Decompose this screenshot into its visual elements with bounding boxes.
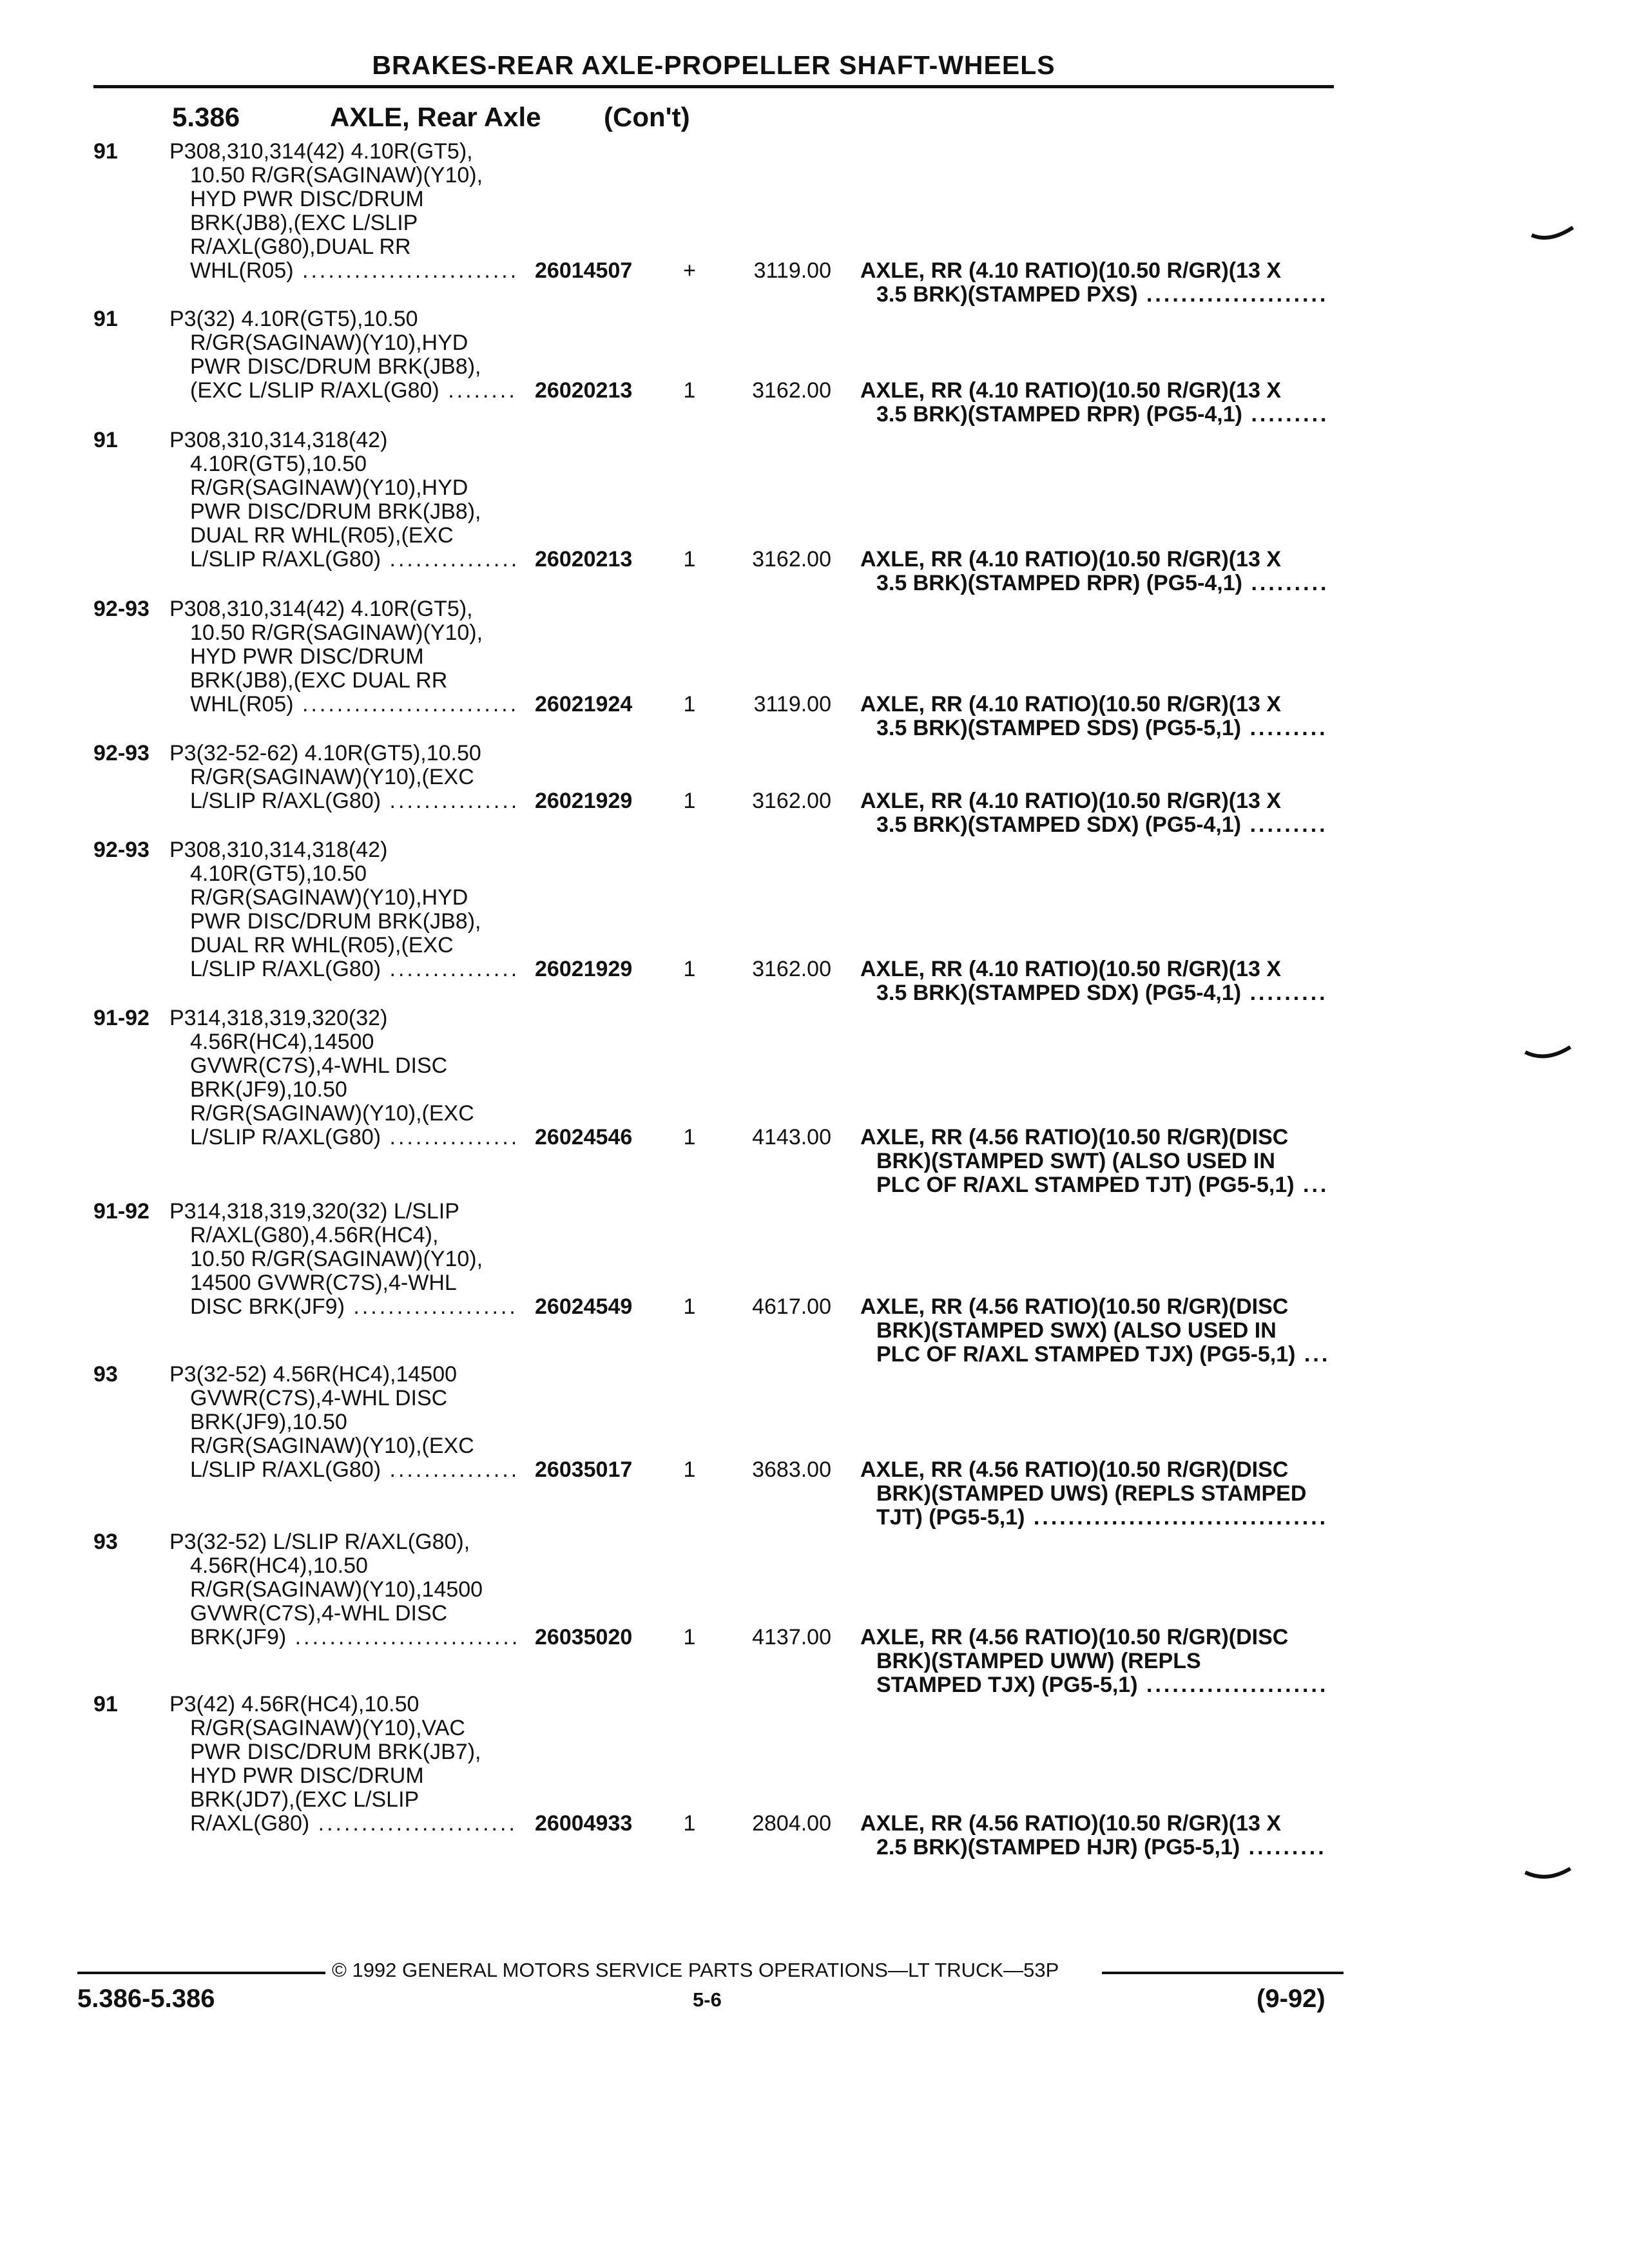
- usage-description-line: [190, 1030, 374, 1054]
- quantity: 1: [683, 957, 696, 981]
- usage-text: GVWR(C7S),4-WHL DISC: [190, 1053, 448, 1078]
- part-description-text: 2.5 BRK)(STAMPED HJR) (PG5-5,1): [876, 1835, 1240, 1860]
- usage-text: PWR DISC/DRUM BRK(JB8),: [190, 499, 481, 524]
- leader-dots: ...............: [381, 957, 520, 981]
- usage-description-line: [190, 164, 483, 187]
- usage-text: (EXC L/SLIP R/AXL(G80): [190, 378, 439, 403]
- leader-dots: .........: [1241, 716, 1328, 740]
- leader-dots: .......................: [309, 1811, 517, 1836]
- usage-description-line: [190, 235, 411, 259]
- usage-text: WHL(R05): [190, 258, 294, 283]
- usage-description-line: [190, 1578, 483, 1602]
- usage-text: P308,310,314,318(42): [169, 838, 388, 862]
- price: 4137.00: [752, 1625, 831, 1649]
- leader-dots: .........: [1240, 1835, 1327, 1860]
- part-description-line: [860, 1812, 1281, 1836]
- usage-description-line: [190, 669, 447, 693]
- part-description-line: [876, 1149, 1275, 1173]
- usage-description-line: [190, 789, 519, 813]
- part-description-text: 3.5 BRK)(STAMPED RPR) (PG5-4,1): [876, 402, 1242, 427]
- usage-description-line: [190, 1434, 474, 1458]
- part-description-text: 3.5 BRK)(STAMPED SDS) (PG5-5,1): [876, 716, 1242, 740]
- quantity: 1: [683, 1294, 696, 1319]
- part-description-text: PLC OF R/AXL STAMPED TJX) (PG5-5,1): [876, 1342, 1296, 1367]
- usage-description-line: [190, 1626, 520, 1649]
- leader-dots: ...............: [381, 1457, 520, 1482]
- usage-description-line: [190, 1788, 419, 1812]
- usage-description-line: [190, 862, 367, 886]
- part-description-line: [876, 716, 1328, 740]
- usage-description-line: [190, 1812, 517, 1836]
- parts-entry: [0, 428, 1629, 595]
- part-description-text: BRK)(STAMPED SWT) (ALSO USED IN: [876, 1149, 1275, 1173]
- usage-text: R/GR(SAGINAW)(Y10),(EXC: [190, 1434, 474, 1458]
- price: 3119.00: [753, 258, 831, 283]
- price: 3162.00: [752, 789, 831, 813]
- usage-text: R/AXL(G80),DUAL RR: [190, 235, 411, 259]
- part-description-line: [860, 379, 1281, 403]
- footer-rule-right: [1102, 1972, 1344, 1974]
- part-description-text: AXLE, RR (4.56 RATIO)(10.50 R/GR)(DISC: [860, 1125, 1289, 1149]
- leader-dots: .........: [1242, 571, 1329, 595]
- usage-text: L/SLIP R/AXL(G80): [190, 1125, 381, 1149]
- usage-text: BRK(JB8),(EXC L/SLIP: [190, 211, 418, 235]
- leader-dots: ...: [1294, 1173, 1329, 1197]
- part-description-text: AXLE, RR (4.10 RATIO)(10.50 R/GR)(13 X: [860, 547, 1282, 572]
- usage-description-line: [169, 1530, 470, 1554]
- usage-description-line: [190, 476, 468, 500]
- part-description-line: [876, 1319, 1277, 1343]
- leader-dots: ..........................: [286, 1625, 521, 1649]
- usage-text: P314,318,319,320(32): [169, 1006, 388, 1030]
- usage-description-line: [190, 1102, 474, 1126]
- usage-text: P3(42) 4.56R(HC4),10.50: [169, 1692, 419, 1716]
- part-description-line: [876, 1173, 1329, 1197]
- usage-text: 4.56R(HC4),14500: [190, 1030, 374, 1054]
- leader-dots: .........: [1241, 981, 1328, 1005]
- part-description-line: [876, 813, 1328, 837]
- price: 3683.00: [752, 1457, 831, 1482]
- usage-description-line: [169, 307, 418, 331]
- part-description-text: AXLE, RR (4.10 RATIO)(10.50 R/GR)(13 X: [860, 789, 1282, 813]
- part-description-text: 3.5 BRK)(STAMPED PXS): [876, 282, 1138, 307]
- usage-text: P314,318,319,320(32) L/SLIP: [169, 1199, 459, 1224]
- scan-mark: [1530, 222, 1576, 248]
- usage-description-line: [169, 1693, 419, 1716]
- usage-description-line: [190, 1126, 519, 1149]
- leader-dots: .....................: [1137, 282, 1329, 307]
- usage-text: R/GR(SAGINAW)(Y10),HYD: [190, 885, 468, 910]
- part-number: 26004933: [535, 1811, 633, 1836]
- leader-dots: .........: [1242, 402, 1329, 427]
- usage-description-line: [190, 886, 468, 910]
- usage-text: HYD PWR DISC/DRUM: [190, 1763, 424, 1788]
- usage-description-line: [169, 597, 473, 621]
- part-description-text: PLC OF R/AXL STAMPED TJT) (PG5-5,1): [876, 1173, 1295, 1197]
- usage-description-line: [190, 548, 519, 572]
- model-year: 93: [93, 1530, 118, 1554]
- leader-dots: .........................: [293, 258, 519, 283]
- page-header: BRAKES-REAR AXLE-PROPELLER SHAFT-WHEELS: [372, 50, 1055, 80]
- part-description-line: [860, 1458, 1288, 1482]
- part-number: 26035017: [535, 1457, 633, 1482]
- usage-text: GVWR(C7S),4-WHL DISC: [190, 1601, 448, 1626]
- usage-description-line: [190, 1224, 438, 1247]
- part-description-text: 3.5 BRK)(STAMPED RPR) (PG5-4,1): [876, 571, 1242, 595]
- price: 3119.00: [753, 692, 831, 716]
- usage-description-line: [169, 140, 473, 164]
- usage-text: R/GR(SAGINAW)(Y10),14500: [190, 1577, 483, 1602]
- part-description-line: [876, 403, 1329, 427]
- usage-text: R/GR(SAGINAW)(Y10),(EXC: [190, 1101, 474, 1126]
- part-description-text: AXLE, RR (4.10 RATIO)(10.50 R/GR)(13 X: [860, 692, 1282, 716]
- usage-text: L/SLIP R/AXL(G80): [190, 1457, 381, 1482]
- usage-text: 4.10R(GT5),10.50: [190, 452, 367, 476]
- part-description-text: TJT) (PG5-5,1): [876, 1505, 1025, 1530]
- section-number: 5.386: [172, 102, 240, 132]
- part-description-text: AXLE, RR (4.10 RATIO)(10.50 R/GR)(13 X: [860, 258, 1282, 283]
- usage-description-line: [190, 524, 454, 548]
- usage-text: BRK(JF9),10.50: [190, 1077, 347, 1102]
- leader-dots: .........: [1241, 812, 1328, 837]
- usage-text: R/GR(SAGINAW)(Y10),(EXC: [190, 765, 474, 789]
- part-description-line: [876, 1482, 1306, 1506]
- parts-entry: [0, 597, 1629, 740]
- quantity: +: [683, 258, 696, 283]
- section-heading: [172, 102, 690, 133]
- usage-text: P3(32) 4.10R(GT5),10.50: [169, 307, 418, 331]
- section-range: 5.386-5.386: [77, 1984, 215, 2013]
- usage-description-line: [190, 621, 483, 645]
- usage-description-line: [190, 910, 481, 934]
- usage-text: DUAL RR WHL(R05),(EXC: [190, 933, 454, 957]
- usage-description-line: [190, 1271, 457, 1295]
- part-description-text: AXLE, RR (4.10 RATIO)(10.50 R/GR)(13 X: [860, 957, 1282, 981]
- model-year: 91: [93, 428, 118, 452]
- part-description-line: [876, 1836, 1327, 1860]
- section-continued: (Con't): [604, 102, 690, 132]
- usage-text: 10.50 R/GR(SAGINAW)(Y10),: [190, 620, 483, 645]
- leader-dots: ...............: [381, 1125, 520, 1149]
- quantity: 1: [683, 547, 696, 572]
- leader-dots: ..................................: [1025, 1505, 1329, 1530]
- model-year: 91: [93, 307, 118, 331]
- usage-description-line: [169, 428, 387, 452]
- usage-text: PWR DISC/DRUM BRK(JB7),: [190, 1740, 481, 1764]
- usage-text: 4.56R(HC4),10.50: [190, 1553, 368, 1578]
- usage-text: DUAL RR WHL(R05),(EXC: [190, 523, 454, 548]
- header-rule: [93, 85, 1334, 88]
- usage-description-line: [190, 957, 519, 981]
- usage-description-line: [169, 1006, 387, 1030]
- part-description-line: [876, 1506, 1328, 1530]
- leader-dots: ...................: [344, 1294, 518, 1319]
- part-description-line: [860, 1126, 1288, 1149]
- model-year: 91-92: [93, 1006, 149, 1030]
- model-year: 91-92: [93, 1199, 149, 1224]
- quantity: 1: [683, 789, 696, 813]
- price: 4143.00: [752, 1125, 831, 1149]
- price: 3162.00: [752, 547, 831, 572]
- usage-text: PWR DISC/DRUM BRK(JB8),: [190, 354, 481, 379]
- parts-entry: [0, 838, 1629, 1005]
- parts-entry: [0, 1530, 1629, 1697]
- part-description-text: AXLE, RR (4.56 RATIO)(10.50 R/GR)(DISC: [860, 1457, 1289, 1482]
- model-year: 92-93: [93, 741, 149, 765]
- usage-text: R/GR(SAGINAW)(Y10),VAC: [190, 1716, 465, 1740]
- usage-description-line: [190, 1247, 483, 1271]
- leader-dots: ...: [1295, 1342, 1331, 1367]
- part-description-line: [876, 981, 1328, 1005]
- leader-dots: ...............: [381, 547, 520, 572]
- usage-description-line: [190, 1764, 424, 1788]
- usage-description-line: [190, 765, 474, 789]
- leader-dots: .........................: [293, 692, 519, 716]
- usage-text: R/AXL(G80),4.56R(HC4),: [190, 1223, 439, 1247]
- parts-entry: [0, 307, 1629, 427]
- usage-text: PWR DISC/DRUM BRK(JB8),: [190, 909, 481, 934]
- usage-text: P3(32-52) 4.56R(HC4),14500: [169, 1362, 458, 1387]
- part-description-line: [860, 548, 1281, 572]
- part-description-line: [860, 259, 1281, 283]
- part-number: 26021924: [535, 692, 633, 716]
- scan-mark: [1524, 1041, 1572, 1066]
- usage-text: HYD PWR DISC/DRUM: [190, 644, 424, 669]
- revision-date: (9-92): [1257, 1984, 1325, 2013]
- usage-description-line: [190, 1054, 447, 1078]
- part-description-line: [876, 283, 1328, 307]
- usage-text: P308,310,314(42) 4.10R(GT5),: [169, 597, 473, 621]
- model-year: 92-93: [93, 838, 149, 862]
- usage-description-line: [169, 1200, 459, 1224]
- usage-description-line: [190, 187, 424, 211]
- usage-text: L/SLIP R/AXL(G80): [190, 547, 381, 572]
- usage-description-line: [190, 1078, 347, 1102]
- usage-text: 4.10R(GT5),10.50: [190, 861, 367, 886]
- usage-description-line: [169, 838, 387, 862]
- part-number: 26021929: [535, 957, 633, 981]
- part-number: 26024549: [535, 1294, 633, 1319]
- parts-entry: [0, 1006, 1629, 1197]
- part-number: 26021929: [535, 789, 633, 813]
- part-description-line: [860, 789, 1281, 813]
- usage-text: GVWR(C7S),4-WHL DISC: [190, 1386, 448, 1410]
- usage-description-line: [169, 1363, 457, 1387]
- usage-description-line: [190, 1387, 447, 1410]
- price: 2804.00: [752, 1811, 831, 1836]
- part-description-line: [876, 572, 1329, 595]
- usage-text: P3(32-52) L/SLIP R/AXL(G80),: [169, 1530, 470, 1554]
- usage-text: DISC BRK(JF9): [190, 1294, 345, 1319]
- quantity: 1: [683, 378, 696, 403]
- leader-dots: ...............: [381, 789, 520, 813]
- usage-text: 14500 GVWR(C7S),4-WHL: [190, 1271, 457, 1295]
- usage-text: P3(32-52-62) 4.10R(GT5),10.50: [169, 741, 481, 765]
- usage-description-line: [190, 1602, 447, 1626]
- part-description-text: 3.5 BRK)(STAMPED SDX) (PG5-4,1): [876, 812, 1242, 837]
- usage-description-line: [190, 1458, 519, 1482]
- part-description-text: STAMPED TJX) (PG5-5,1): [876, 1673, 1138, 1697]
- usage-description-line: [190, 693, 519, 716]
- part-description-line: [860, 693, 1281, 716]
- usage-description-line: [190, 1554, 368, 1578]
- page-number: 5-6: [693, 1988, 722, 2011]
- part-description-line: [860, 1295, 1288, 1319]
- usage-description-line: [190, 1740, 481, 1764]
- section-title: AXLE, Rear Axle: [330, 102, 541, 132]
- leader-dots: .....................: [1137, 1673, 1329, 1697]
- part-number: 26024546: [535, 1125, 633, 1149]
- part-description-line: [860, 1626, 1288, 1649]
- usage-text: L/SLIP R/AXL(G80): [190, 957, 381, 981]
- part-number: 26020213: [535, 547, 633, 572]
- part-number: 26014507: [535, 258, 633, 283]
- part-description-text: AXLE, RR (4.56 RATIO)(10.50 R/GR)(DISC: [860, 1625, 1289, 1649]
- part-description-text: BRK)(STAMPED UWW) (REPLS: [876, 1649, 1201, 1673]
- usage-text: 10.50 R/GR(SAGINAW)(Y10),: [190, 1247, 483, 1271]
- quantity: 1: [683, 1125, 696, 1149]
- usage-text: 10.50 R/GR(SAGINAW)(Y10),: [190, 163, 483, 187]
- quantity: 1: [683, 692, 696, 716]
- usage-description-line: [190, 934, 454, 957]
- quantity: 1: [683, 1457, 696, 1482]
- price: 3162.00: [752, 957, 831, 981]
- usage-description-line: [190, 379, 517, 403]
- part-description-text: AXLE, RR (4.10 RATIO)(10.50 R/GR)(13 X: [860, 378, 1282, 403]
- part-description-line: [876, 1649, 1201, 1673]
- usage-text: WHL(R05): [190, 692, 294, 716]
- usage-description-line: [190, 259, 519, 283]
- usage-text: BRK(JF9): [190, 1625, 287, 1649]
- usage-description-line: [190, 645, 424, 669]
- usage-text: BRK(JF9),10.50: [190, 1410, 347, 1434]
- usage-text: R/GR(SAGINAW)(Y10),HYD: [190, 476, 468, 500]
- part-number: 26035020: [535, 1625, 633, 1649]
- price: 3162.00: [752, 378, 831, 403]
- usage-description-line: [190, 355, 481, 379]
- part-description-text: BRK)(STAMPED SWX) (ALSO USED IN: [876, 1318, 1277, 1343]
- model-year: 92-93: [93, 597, 149, 621]
- footer-rule-left: [77, 1972, 325, 1974]
- usage-text: L/SLIP R/AXL(G80): [190, 789, 381, 813]
- quantity: 1: [683, 1625, 696, 1649]
- model-year: 91: [93, 139, 118, 164]
- usage-description-line: [190, 331, 468, 355]
- usage-text: R/GR(SAGINAW)(Y10),HYD: [190, 331, 468, 355]
- usage-text: BRK(JD7),(EXC L/SLIP: [190, 1787, 419, 1812]
- part-description-text: AXLE, RR (4.56 RATIO)(10.50 R/GR)(DISC: [860, 1294, 1289, 1319]
- usage-text: P308,310,314(42) 4.10R(GT5),: [169, 139, 473, 164]
- usage-description-line: [190, 452, 367, 476]
- usage-description-line: [190, 500, 481, 524]
- part-description-line: [860, 957, 1281, 981]
- usage-description-line: [190, 211, 418, 235]
- usage-text: HYD PWR DISC/DRUM: [190, 187, 424, 211]
- quantity: 1: [683, 1811, 696, 1836]
- part-description-text: 3.5 BRK)(STAMPED SDX) (PG5-4,1): [876, 981, 1242, 1005]
- part-description-text: AXLE, RR (4.56 RATIO)(10.50 R/GR)(13 X: [860, 1811, 1282, 1836]
- price: 4617.00: [752, 1294, 831, 1319]
- copyright-notice: © 1992 GENERAL MOTORS SERVICE PARTS OPERATIONS—LT TRUCK—53P: [332, 1959, 1059, 1981]
- usage-text: BRK(JB8),(EXC DUAL RR: [190, 668, 448, 693]
- usage-text: R/AXL(G80): [190, 1811, 310, 1836]
- part-description-text: BRK)(STAMPED UWS) (REPLS STAMPED: [876, 1481, 1307, 1506]
- usage-description-line: [169, 742, 481, 765]
- scan-mark: [1524, 1862, 1572, 1888]
- usage-description-line: [190, 1716, 465, 1740]
- usage-description-line: [190, 1295, 518, 1319]
- leader-dots: ........: [439, 378, 517, 403]
- part-description-line: [876, 1673, 1328, 1697]
- usage-text: P308,310,314,318(42): [169, 428, 388, 452]
- model-year: 93: [93, 1362, 118, 1387]
- part-number: 26020213: [535, 378, 633, 403]
- model-year: 91: [93, 1692, 118, 1716]
- usage-description-line: [190, 1410, 347, 1434]
